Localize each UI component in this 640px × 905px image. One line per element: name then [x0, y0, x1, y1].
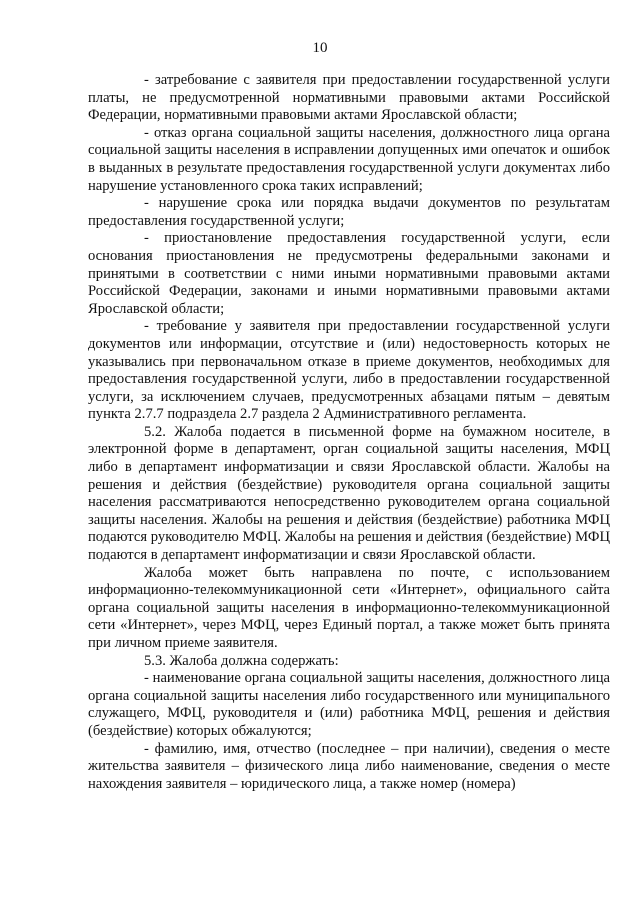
list-item-issuance-violation: - нарушение срока или порядка выдачи документов по результатам предоставления государственной услуги; — [88, 195, 610, 229]
list-item-suspension: - приостановление предоставления государственной услуги, если основания приостановления не предусмотрены федеральными законами и принятыми в соответствии с ними иными нормативными правовыми актами Российской Федерации, законами и иными нормативными правовыми актами Ярославской области; — [88, 230, 610, 317]
list-item-body-name: - наименование органа социальной защиты населения, должностного лица органа социальной защиты населения либо государственного или муниципального служащего, МФЦ, руководителя и (или) работника МФЦ, решения и действия (бездействие) которых обжалуются; — [88, 670, 610, 739]
section-5-3-heading: 5.3. Жалоба должна содержать: — [144, 652, 339, 669]
page-number: 10 — [312, 40, 328, 56]
list-item-applicant-info: - фамилию, имя, отчество (последнее – при наличии), сведения о месте жительства заявителя – физического лица либо наименование, сведения о месте нахождения заявителя – юридического лица, а также номер (номера) — [88, 740, 610, 792]
list-item-document-demand: - требование у заявителя при предоставлении государственной услуги документов или информации, отсутствие и (или) недостоверность которых не указывались при первоначальном отказе в приеме документов, необходимых для предоставления государственной услуги, либо в предоставлении государственной услуги, за исключением случаев, предусмотренных абзацами пятым – девятым пункта 2.7.7 подраздела 2.7 раздела 2 Административного регламента. — [88, 318, 610, 423]
document-body — [88, 72, 610, 793]
list-item-fee-demand: - затребование с заявителя при предоставлении государственной услуги платы, не предусмотренной нормативными правовыми актами Российской Федерации, нормативными правовыми актами Ярославской области; — [88, 72, 610, 124]
section-5-2-paragraph: 5.2. Жалоба подается в письменной форме на бумажном носителе, в электронной форме в департамент, орган социальной защиты населения, МФЦ либо в департамент информатизации и связи Ярославской области. Жалобы на решения и действия (бездействие) руководителя органа социальной защиты населения рассматриваются непосредственно руководителем органа социальной защиты населения. Жалобы на решения и действия (бездействие) работника МФЦ подаются руководителю МФЦ. Жалобы на решения и действия (бездействие) МФЦ подаются в департамент информатизации и связи Ярославской области. — [88, 423, 610, 564]
submission-methods-paragraph: Жалоба может быть направлена по почте, с использованием информационно-телекоммуникационной сети «Интернет», официального сайта органа социальной защиты населения в информационно-телекоммуникационной сети «Интернет», через МФЦ, через Единый портал, а также может быть принята при личном приеме заявителя. — [88, 564, 610, 651]
list-item-correction-refusal: - отказ органа социальной защиты населения, должностного лица органа социальной защиты населения в исправлении допущенных ими опечаток и ошибок в выданных в результате предоставления государственной услуги документах либо нарушение установленного срока таких исправлений; — [88, 124, 610, 194]
